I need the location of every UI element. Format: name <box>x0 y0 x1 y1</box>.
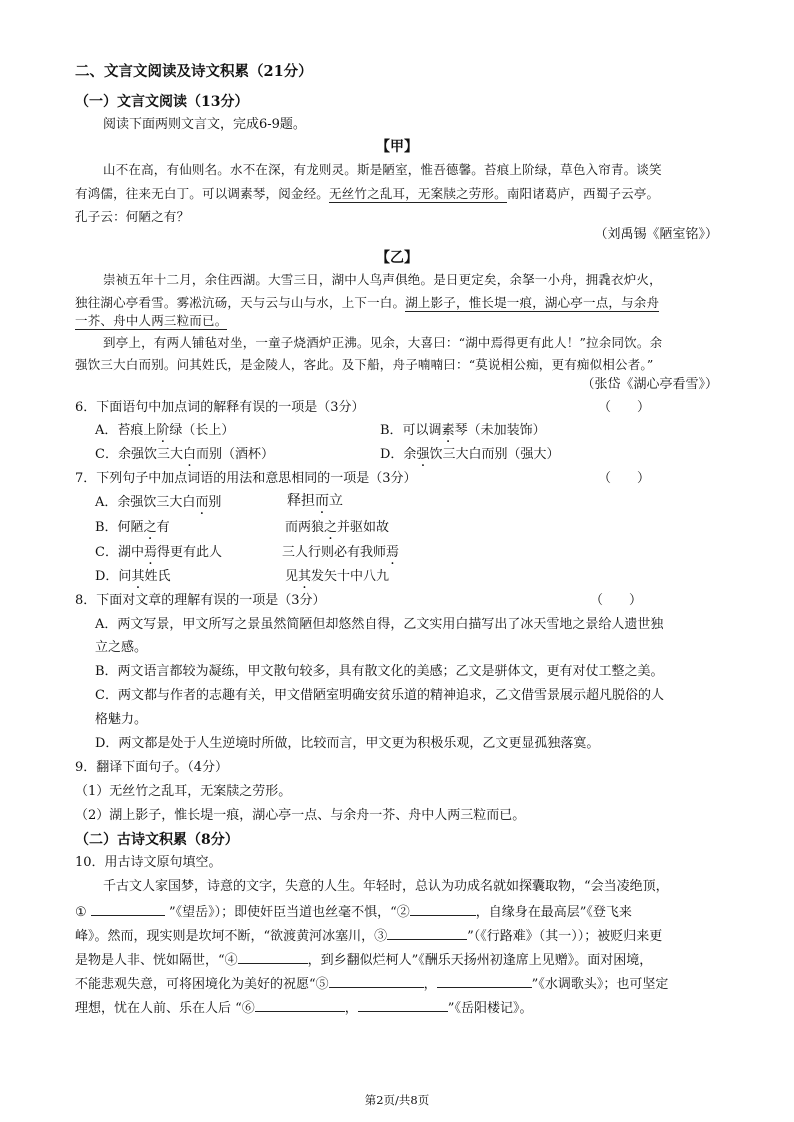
text-segment: 别 <box>208 495 222 510</box>
passage-yi-line: 到亭上，有两人铺毡对坐，一童子烧酒炉正沸。见余，大喜曰：“湖中焉得更有此人！”拉余同饮。余 <box>103 335 663 350</box>
dotted-word: 其 <box>298 569 312 584</box>
text-segment: 绿（长上） <box>169 423 235 438</box>
passage-yi-line: 崇祯五年十二月，余住西湖。大雪三日，湖中人鸟声俱绝。是日更定矣，余拏一小舟，拥毳衣炉火， <box>103 272 662 287</box>
fill-paragraph-line: 千古文人家国梦，诗意的文字，失意的人生。年轻时，总认为功成名就如探囊取物，“会当凌绝顶， <box>103 879 669 894</box>
dotted-word: 焉 <box>143 545 157 560</box>
text-segment: 发矢十中八九 <box>311 569 390 584</box>
text-segment: 并驱如故 <box>337 520 390 535</box>
option-8b: B．两文语言都较为凝练，甲文散句较多，具有散文化的美感；乙文是骈体文，更有对仗工整之美。 <box>95 664 664 679</box>
answer-paren: （ ） <box>590 593 643 608</box>
option-7b <box>95 518 170 538</box>
answer-blank-3[interactable] <box>387 925 467 940</box>
text-segment: 见 <box>285 569 299 584</box>
answer-paren: （ ） <box>598 471 651 486</box>
text-segment: B．可以调 <box>380 423 442 438</box>
passage-yi-line <box>75 293 659 313</box>
dotted-word: 白 <box>182 447 196 462</box>
text-segment: ”（《行路难》（其一））；被贬归来更 <box>467 929 663 944</box>
text-segment: 而两狼 <box>285 520 325 535</box>
text-segment: D．问 <box>95 569 132 584</box>
text-segment: 有鸿儒，往来无白丁。可以调素琴，阅金经。 <box>75 186 330 201</box>
dotted-word: 阶 <box>156 423 170 438</box>
text-segment: 而别（酒杯） <box>195 447 274 462</box>
option-8c-line: C．两文都与作者的志趣有关，甲文借陋室明确安贫乐道的精神追求，乙文借雪景展示超凡脱俗的人 <box>95 688 664 703</box>
text-segment: 饮三大白而别（强大） <box>429 447 560 462</box>
answer-blank-1[interactable] <box>91 901 165 916</box>
question-8-stem: 8．下面对文章的理解有误的一项是（3分） <box>75 593 326 608</box>
dotted-word: 强 <box>416 447 430 462</box>
dotted-word: 焉 <box>386 545 400 560</box>
dotted-word: 之 <box>143 520 157 535</box>
option-7c <box>95 543 222 563</box>
text-segment: 三人行则必有我师 <box>282 545 387 560</box>
option-7d-compare <box>285 567 389 587</box>
text-segment: 独往湖心亭看雪。雾凇沆砀，天与云与山与水，上下一白。 <box>75 295 406 310</box>
part-heading-classical-reading: （一）文言文阅读（13分） <box>75 94 249 110</box>
passage-jia-line: 山不在高，有仙则名。水不在深，有龙则灵。斯是陋室，惟吾德馨。苔痕上阶绿，草色入帘青。谈笑 <box>103 162 662 177</box>
answer-blank-4[interactable] <box>238 949 308 964</box>
option-7a-compare <box>287 491 343 511</box>
fill-paragraph-line <box>75 949 652 971</box>
answer-blank-6a[interactable] <box>255 997 345 1012</box>
option-6d <box>380 445 559 465</box>
text-segment: ”《望岳》）；即使奸臣当道也丝毫不惧，“② <box>168 905 410 920</box>
answer-blank-2[interactable] <box>410 901 476 916</box>
option-6c <box>95 445 274 465</box>
text-segment: ， <box>344 1001 358 1016</box>
text-segment: ”《岳阳楼记》。 <box>447 1001 533 1016</box>
answer-blank-6b[interactable] <box>358 997 448 1012</box>
question-9-sentence-1: （1）无丝竹之乱耳，无案牍之劳形。 <box>75 784 292 799</box>
text-segment: 有 <box>156 520 170 535</box>
text-segment: C．湖中 <box>95 545 144 560</box>
underlined-sentence: 一芥、舟中人两三粒而已。 <box>75 313 228 328</box>
text-segment: C．余强饮三大 <box>95 447 183 462</box>
text-segment: 立 <box>329 493 343 509</box>
answer-blank-5a[interactable] <box>329 973 424 988</box>
dotted-word: 素 <box>441 423 455 438</box>
answer-blank-5b[interactable] <box>437 973 532 988</box>
dotted-word: 其 <box>131 569 145 584</box>
text-segment: 是物是人非、恍如隔世，“④ <box>75 953 238 968</box>
fill-paragraph-line <box>75 925 662 947</box>
option-7a <box>95 493 221 513</box>
fill-paragraph-line <box>75 901 632 923</box>
fill-paragraph-line <box>75 997 532 1019</box>
passage-yi-source: （张岱《湖心亭看雪》） <box>581 377 718 392</box>
text-segment: ， <box>423 977 437 992</box>
part-heading-poetry: （二）古诗文积累（8分） <box>75 832 239 848</box>
option-7d <box>95 567 170 587</box>
passage-jia-line <box>75 184 659 204</box>
text-segment: B．何陋 <box>95 520 144 535</box>
text-segment: 峰》。然而，现实则是坎坷不断，“欲渡黄河冰塞川，③ <box>75 929 388 944</box>
text-segment: D．余 <box>380 447 417 462</box>
text-segment: 释担 <box>287 493 315 509</box>
text-segment: ，自缘身在最高层”《登飞来 <box>475 905 632 920</box>
text-segment: A．苔痕上 <box>95 423 157 438</box>
section-heading: 二、文言文阅读及诗文积累（21分） <box>75 63 313 80</box>
question-10-stem: 10．用古诗文原句填空。 <box>75 855 222 870</box>
passage-yi-label: 【乙】 <box>376 250 418 266</box>
text-segment: 琴（未加装饰） <box>454 423 546 438</box>
question-9-stem: 9．翻译下面句子。（4分） <box>75 760 229 775</box>
page-footer: 第2页/共8页 <box>364 1093 430 1107</box>
option-8c-line: 格魅力。 <box>95 712 148 727</box>
dotted-word: 而 <box>195 495 209 510</box>
text-segment: 理想，忧在人前、乐在人后 “⑥ <box>75 1001 255 1016</box>
option-7c-compare <box>282 543 399 563</box>
dotted-word: 而 <box>315 493 329 509</box>
underlined-sentence: 无丝竹之乱耳，无案牍之劳形。 <box>329 186 507 201</box>
passage-jia-line: 孔子云：何陋之有？ <box>75 209 190 224</box>
question-7-stem: 7．下列句子中加点词语的用法和意思相同的一项是（3分） <box>75 471 417 486</box>
text-segment: 姓氏 <box>144 569 171 584</box>
option-6b <box>380 421 546 441</box>
text-segment: 得更有此人 <box>156 545 222 560</box>
passage-jia-label: 【甲】 <box>376 139 418 155</box>
text-segment: 不能悲观失意，可将困境化为美好的祝愿“⑤ <box>75 977 329 992</box>
question-9-sentence-2: （2）湖上影子，惟长堤一痕，湖心亭一点、与余舟一芥、舟中人两三粒而已。 <box>75 808 526 823</box>
dotted-word: 之 <box>324 520 338 535</box>
text-segment: ① <box>75 905 87 920</box>
passage-yi-line: 强饮三大白而别。问其姓氏，是金陵人，客此。及下船，舟子喃喃曰：“莫说相公痴，更有痴似相公者。” <box>75 357 654 372</box>
passage-yi-line <box>75 311 227 331</box>
passage-jia-source: （刘禹锡《陋室铭》） <box>594 227 718 242</box>
reading-instruction: 阅读下面两则文言文，完成6-9题。 <box>103 117 306 132</box>
answer-paren: （ ） <box>598 400 651 415</box>
option-8a-line: A．两文写景，甲文所写之景虽然简陋但却悠然自得，乙文实用白描写出了冰天雪地之景给人遗世独 <box>95 617 664 632</box>
question-6-stem: 6．下面语句中加点词的解释有误的一项是（3分） <box>75 400 365 415</box>
option-7b-compare <box>285 518 389 538</box>
underlined-sentence: 湖上影子，惟长堤一痕，湖心亭一点，与余舟 <box>405 295 660 310</box>
option-6a <box>95 421 234 441</box>
option-8d: D．两文都是处于人生逆境时所做，比较而言，甲文更为积极乐观，乙文更显孤独落寞。 <box>95 736 600 751</box>
text-segment: ”《水调歌头》；也可坚定 <box>531 977 669 992</box>
option-8a-line: 立之感。 <box>95 640 148 655</box>
text-segment: 南阳诸葛庐，西蜀子云亭。 <box>506 186 660 201</box>
fill-paragraph-line <box>75 973 668 995</box>
text-segment: A．余强饮三大白 <box>95 495 196 510</box>
text-segment: ，到乡翻似烂柯人”《酬乐天扬州初逢席上见赠》。面对困境， <box>307 953 653 968</box>
